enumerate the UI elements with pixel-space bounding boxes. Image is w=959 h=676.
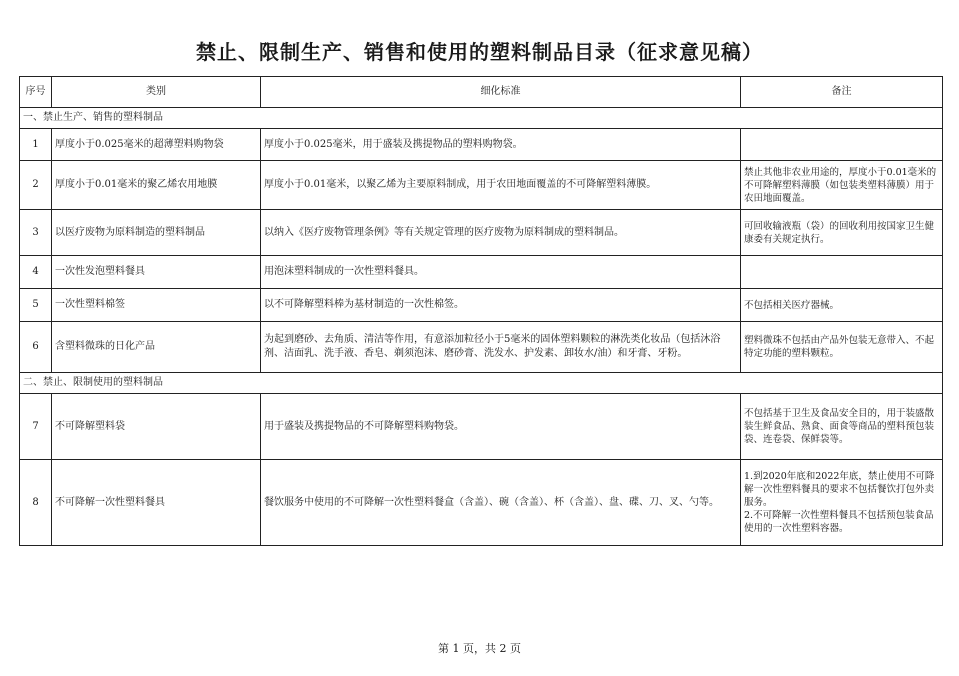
row-seq: 7 bbox=[20, 394, 52, 460]
section-title: 一、禁止生产、销售的塑料制品 bbox=[20, 108, 943, 129]
row-category: 一次性塑料棉签 bbox=[52, 289, 261, 322]
table-row bbox=[20, 256, 943, 289]
row-category: 不可降解一次性塑料餐具 bbox=[52, 460, 261, 546]
row-category: 厚度小于0.025毫米的超薄塑料购物袋 bbox=[52, 129, 261, 161]
row-remark: 不包括基于卫生及食品安全目的，用于装盛散装生鲜食品、熟食、面食等商品的塑料预包装袋、连卷袋、保鲜袋等。 bbox=[741, 394, 943, 460]
row-seq: 6 bbox=[20, 322, 52, 373]
row-category: 含塑料微珠的日化产品 bbox=[52, 322, 261, 373]
row-remark: 1.到2020年底和2022年底，禁止使用不可降解一次性塑料餐具的要求不包括餐饮打包外卖服务。 2.不可降解一次性塑料餐具不包括预包装食品使用的一次性塑料容器。 bbox=[741, 460, 943, 546]
section-row bbox=[20, 373, 943, 394]
table-row bbox=[20, 394, 943, 460]
header-seq: 序号 bbox=[20, 77, 52, 108]
row-seq: 8 bbox=[20, 460, 52, 546]
row-remark: 可回收输液瓶（袋）的回收利用按国家卫生健康委有关规定执行。 bbox=[741, 210, 943, 256]
row-seq: 1 bbox=[20, 129, 52, 161]
row-standard: 用于盛装及携提物品的不可降解塑料购物袋。 bbox=[261, 394, 741, 460]
row-remark bbox=[741, 256, 943, 289]
row-standard: 厚度小于0.025毫米，用于盛装及携提物品的塑料购物袋。 bbox=[261, 129, 741, 161]
row-remark: 塑料微珠不包括由产品外包装无意带入、不起特定功能的塑料颗粒。 bbox=[741, 322, 943, 373]
row-category: 以医疗废物为原料制造的塑料制品 bbox=[52, 210, 261, 256]
row-category: 厚度小于0.01毫米的聚乙烯农用地膜 bbox=[52, 161, 261, 210]
row-seq: 2 bbox=[20, 161, 52, 210]
row-standard: 以不可降解塑料棒为基材制造的一次性棉签。 bbox=[261, 289, 741, 322]
page-footer: 第 1 页，共 2 页 bbox=[438, 642, 521, 655]
table-row bbox=[20, 322, 943, 373]
table-row bbox=[20, 210, 943, 256]
row-standard: 为起到磨砂、去角质、清洁等作用，有意添加粒径小于5毫米的固体塑料颗粒的淋洗类化妆品（包括沐浴剂、洁面乳、洗手液、香皂、剃须泡沫、磨砂膏、洗发水、护发素、卸妆水/油）和牙膏、牙粉。 bbox=[261, 322, 741, 373]
row-seq: 4 bbox=[20, 256, 52, 289]
row-seq: 5 bbox=[20, 289, 52, 322]
row-seq: 3 bbox=[20, 210, 52, 256]
row-standard: 餐饮服务中使用的不可降解一次性塑料餐盒（含盖）、碗（含盖）、杯（含盖）、盘、碟、刀、叉、勺等。 bbox=[261, 460, 741, 546]
catalog-table bbox=[19, 76, 943, 546]
table-row bbox=[20, 460, 943, 546]
row-category: 不可降解塑料袋 bbox=[52, 394, 261, 460]
section-title: 二、禁止、限制使用的塑料制品 bbox=[20, 373, 943, 394]
row-remark: 禁止其他非农业用途的，厚度小于0.01毫米的不可降解塑料薄膜（如包装类塑料薄膜）用于农田地面覆盖。 bbox=[741, 161, 943, 210]
row-category: 一次性发泡塑料餐具 bbox=[52, 256, 261, 289]
row-standard: 以纳入《医疗废物管理条例》等有关规定管理的医疗废物为原料制成的塑料制品。 bbox=[261, 210, 741, 256]
header-standard: 细化标准 bbox=[261, 77, 741, 108]
table-row bbox=[20, 129, 943, 161]
row-standard: 用泡沫塑料制成的一次性塑料餐具。 bbox=[261, 256, 741, 289]
row-remark bbox=[741, 129, 943, 161]
table-row bbox=[20, 161, 943, 210]
row-standard: 厚度小于0.01毫米，以聚乙烯为主要原料制成，用于农田地面覆盖的不可降解塑料薄膜。 bbox=[261, 161, 741, 210]
table-header-row bbox=[20, 77, 943, 108]
document-title: 禁止、限制生产、销售和使用的塑料制品目录（征求意见稿） bbox=[196, 40, 763, 64]
header-category: 类别 bbox=[52, 77, 261, 108]
row-remark: 不包括相关医疗器械。 bbox=[741, 289, 943, 322]
table-row bbox=[20, 289, 943, 322]
section-row bbox=[20, 108, 943, 129]
header-remark: 备注 bbox=[741, 77, 943, 108]
